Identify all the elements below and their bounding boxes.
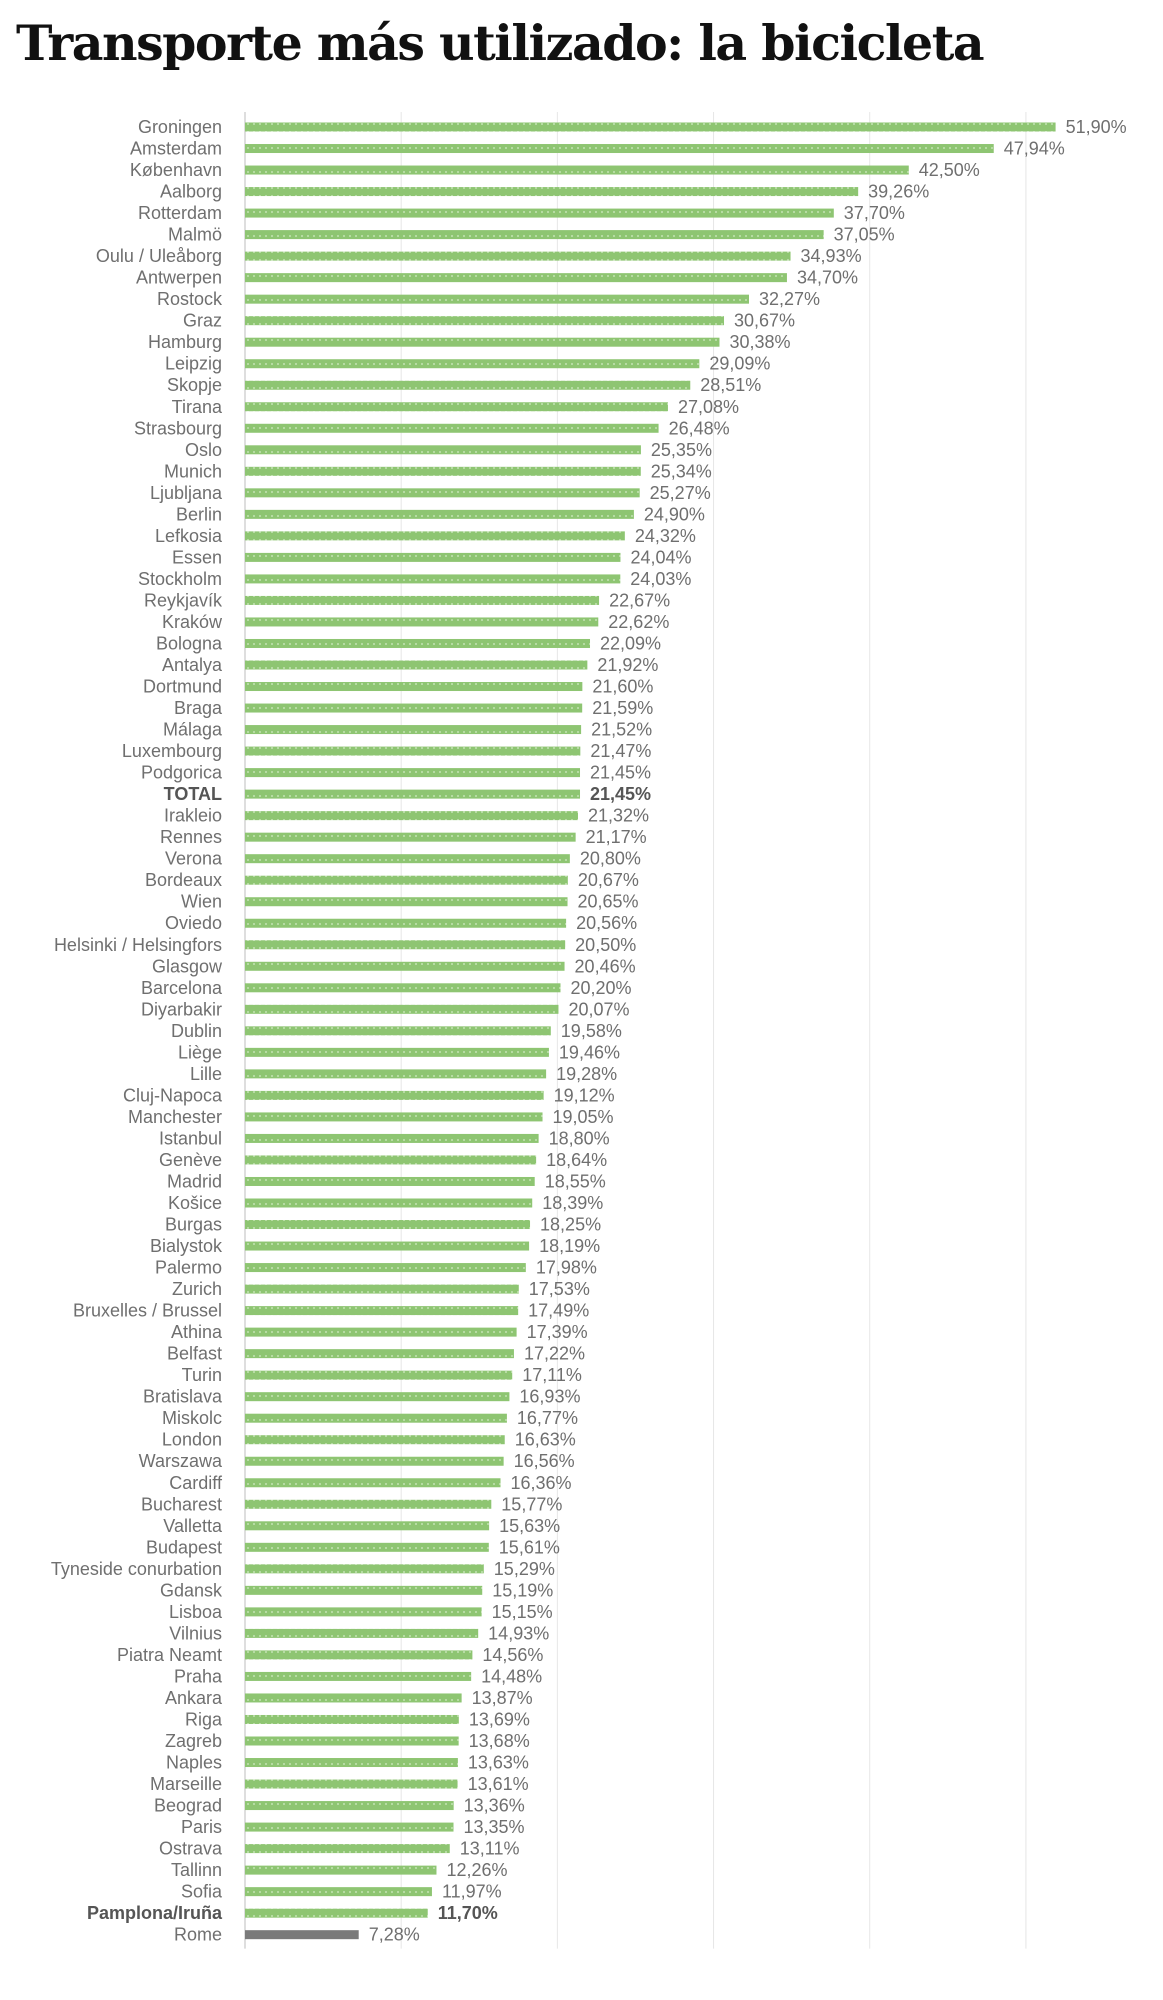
category-label: Bucharest: [140, 1494, 222, 1515]
category-label: Luxembourg: [121, 741, 222, 762]
category-label: Ljubljana: [149, 482, 222, 503]
bar: [245, 1737, 459, 1746]
category-label: Palermo: [154, 1257, 222, 1278]
value-label: 30,67%: [734, 310, 796, 331]
value-label: 19,46%: [558, 1042, 620, 1063]
bar: [245, 596, 599, 605]
category-label: Cluj-Napoca: [122, 1085, 222, 1106]
category-label: Antwerpen: [135, 267, 222, 288]
category-label: Marseille: [149, 1774, 222, 1795]
value-label: 13,61%: [467, 1774, 529, 1795]
category-label: Antalya: [161, 655, 222, 675]
value-label: 11,97%: [441, 1881, 502, 1902]
category-label: Helsinki / Helsingfors: [53, 934, 222, 955]
category-label: Rostock: [156, 289, 222, 310]
value-label: 13,63%: [467, 1752, 529, 1773]
bar: [245, 553, 620, 562]
bar: [245, 1801, 454, 1810]
category-label: Essen: [171, 547, 222, 568]
value-label: 20,67%: [577, 870, 639, 891]
value-label: 47,94%: [1003, 138, 1065, 159]
category-label: Rotterdam: [137, 203, 222, 224]
value-label: 17,39%: [526, 1322, 588, 1343]
value-label: 17,22%: [523, 1343, 586, 1364]
bar: [245, 1564, 484, 1573]
bar: [245, 704, 582, 713]
bar: [245, 639, 590, 648]
bar: [245, 1650, 472, 1659]
value-label: 13,36%: [463, 1795, 525, 1816]
bar: [245, 1693, 462, 1702]
category-label: Tirana: [171, 396, 222, 417]
bar: [245, 273, 787, 282]
bar: [245, 1091, 544, 1100]
category-label: Malmö: [167, 224, 222, 245]
category-label: Dublin: [170, 1020, 222, 1041]
value-label: 13,87%: [471, 1687, 533, 1708]
category-label: Leipzig: [164, 353, 222, 374]
bar: [245, 1263, 526, 1272]
category-label: Kraków: [161, 611, 222, 632]
category-label: Manchester: [127, 1106, 222, 1127]
value-label: 19,58%: [560, 1020, 622, 1041]
category-label: Lille: [189, 1063, 222, 1084]
category-label: Turin: [181, 1365, 222, 1386]
category-label: Bialystok: [149, 1236, 222, 1257]
value-label: 21,60%: [592, 676, 654, 697]
category-labels: [51, 117, 223, 1945]
bar: [245, 1478, 501, 1487]
category-label: København: [129, 160, 222, 181]
bar: [245, 1199, 532, 1208]
bar: [245, 854, 570, 863]
bar: [245, 1220, 530, 1229]
category-label: Burgas: [164, 1214, 222, 1235]
category-label: Irakleio: [163, 805, 222, 826]
category-label: Berlin: [175, 504, 222, 525]
category-label: Naples: [165, 1752, 222, 1773]
value-label: 16,63%: [514, 1429, 576, 1450]
value-label: 20,46%: [574, 956, 636, 977]
category-label: Lefkosia: [154, 525, 222, 546]
value-label: 15,63%: [499, 1515, 561, 1536]
category-label: Lisboa: [168, 1601, 222, 1622]
bar: [245, 1177, 535, 1186]
value-label: 18,55%: [544, 1171, 606, 1192]
value-label: 25,34%: [650, 461, 712, 482]
category-label: Bordeaux: [144, 870, 222, 891]
value-label: 15,15%: [491, 1601, 553, 1622]
value-label: 11,70%: [437, 1903, 498, 1924]
value-label: 16,56%: [513, 1451, 575, 1472]
bar: [245, 1823, 454, 1832]
value-label: 16,77%: [516, 1408, 578, 1429]
category-label: Bruxelles / Brussel: [72, 1300, 222, 1321]
bar: [245, 1607, 482, 1616]
value-label: 13,11%: [459, 1838, 520, 1859]
value-label: 18,25%: [540, 1214, 602, 1235]
bar: [245, 1457, 504, 1466]
value-label: 22,67%: [609, 590, 671, 611]
category-label: Pamplona/Iruña: [86, 1903, 222, 1924]
value-label: 24,03%: [630, 568, 692, 589]
bar: [245, 1629, 478, 1638]
category-label: Graz: [182, 310, 222, 331]
bar: [245, 123, 1056, 132]
category-label: Munich: [163, 461, 222, 482]
category-label: Cardiff: [169, 1472, 222, 1493]
category-label: Ostrava: [158, 1838, 222, 1859]
category-label: Ankara: [164, 1687, 222, 1708]
value-label: 21,47%: [590, 741, 652, 762]
value-label: 21,45%: [590, 784, 652, 805]
category-label: Valletta: [163, 1515, 222, 1536]
bar: [245, 682, 582, 691]
category-label: Málaga: [162, 719, 222, 740]
value-label: 17,49%: [528, 1300, 590, 1321]
bar: [245, 919, 566, 928]
category-label: Hamburg: [147, 332, 222, 353]
category-label: Beograd: [153, 1795, 222, 1816]
value-label: 24,90%: [643, 504, 705, 525]
bar: [245, 252, 791, 261]
category-label: Oulu / Uleåborg: [95, 246, 222, 267]
category-label: Gdansk: [159, 1580, 222, 1601]
bar: [245, 1521, 489, 1530]
bar: [245, 1026, 551, 1035]
bar: [245, 1909, 428, 1918]
category-label: TOTAL: [163, 784, 222, 805]
value-label: 32,27%: [758, 289, 821, 310]
category-label: Zagreb: [164, 1731, 222, 1751]
value-label: 15,29%: [493, 1558, 555, 1579]
category-label: Podgorica: [140, 762, 222, 783]
value-label: 14,93%: [488, 1623, 550, 1644]
value-label: 26,48%: [668, 418, 730, 439]
category-label: Budapest: [145, 1537, 222, 1558]
bar: [245, 1242, 529, 1251]
category-label: Verona: [164, 848, 222, 869]
bar: [245, 1005, 558, 1014]
bar: [245, 940, 565, 949]
value-label: 14,48%: [481, 1666, 543, 1687]
bar: [245, 488, 640, 497]
value-label: 17,11%: [522, 1365, 582, 1386]
value-label: 28,51%: [700, 375, 762, 396]
bar: [245, 1543, 489, 1552]
category-label: Barcelona: [140, 977, 222, 998]
value-label: 34,93%: [800, 246, 862, 267]
category-label: Bologna: [155, 633, 222, 654]
bar: [245, 661, 587, 670]
value-label: 15,61%: [498, 1537, 560, 1558]
value-label: 24,04%: [630, 547, 692, 568]
category-label: London: [161, 1429, 222, 1450]
value-label: 17,53%: [528, 1279, 590, 1300]
bar: [245, 897, 568, 906]
value-label: 18,19%: [539, 1236, 601, 1257]
value-label: 25,35%: [650, 439, 712, 460]
bar: [245, 1715, 459, 1724]
bar: [245, 725, 581, 734]
category-label: Warszawa: [138, 1451, 222, 1472]
bar: [245, 1758, 458, 1767]
bar: [245, 1392, 509, 1401]
category-label: Glasgow: [151, 956, 222, 977]
category-label: Bratislava: [142, 1386, 222, 1407]
category-label: Madrid: [166, 1171, 222, 1192]
bar: [245, 187, 858, 196]
bar: [245, 531, 625, 540]
value-label: 15,77%: [501, 1494, 563, 1515]
value-label: 30,38%: [729, 332, 791, 353]
value-label: 37,05%: [833, 224, 895, 245]
category-label: Strasbourg: [133, 418, 222, 439]
category-label: Piatra Neamt: [116, 1644, 222, 1665]
category-label: Skopje: [166, 375, 222, 396]
bar: [245, 230, 824, 239]
category-label: Istanbul: [158, 1128, 222, 1149]
bar: [245, 1887, 432, 1896]
value-label: 34,70%: [796, 267, 859, 288]
value-label: 21,92%: [597, 655, 659, 675]
bar: [245, 144, 994, 153]
category-label: Wien: [180, 891, 222, 912]
bar: [245, 295, 749, 304]
value-label: 15,19%: [492, 1580, 554, 1601]
bar: [245, 1155, 536, 1164]
category-label: Belfast: [166, 1343, 222, 1364]
bar: [245, 1844, 450, 1853]
bar: [245, 1672, 471, 1681]
value-label: 18,64%: [546, 1149, 608, 1170]
value-label: 20,80%: [579, 848, 641, 869]
value-label: 27,08%: [677, 396, 740, 417]
category-label: Rennes: [159, 827, 222, 848]
bar: [245, 574, 620, 583]
bar: [245, 1371, 512, 1380]
category-label: Tyneside conurbation: [50, 1558, 222, 1579]
value-label: 17,98%: [535, 1257, 597, 1278]
value-label: 16,93%: [519, 1386, 581, 1407]
value-label: 25,27%: [649, 482, 711, 503]
category-label: Liège: [177, 1042, 222, 1063]
bar: [245, 510, 634, 519]
category-label: Sofia: [180, 1881, 222, 1902]
bar: [245, 1435, 505, 1444]
value-label: 24,32%: [634, 525, 696, 546]
bar: [245, 1930, 359, 1939]
bar: [245, 983, 560, 992]
value-label: 37,70%: [843, 203, 905, 224]
bar: [245, 833, 576, 842]
category-label: Zurich: [171, 1279, 222, 1300]
category-label: Aalborg: [159, 181, 222, 202]
value-label: 19,28%: [556, 1063, 618, 1084]
value-label: 20,20%: [570, 977, 632, 998]
bar: [245, 962, 565, 971]
bar: [245, 359, 699, 368]
value-label: 7,28%: [368, 1924, 420, 1945]
value-label: 21,52%: [591, 719, 653, 740]
value-label: 20,56%: [576, 913, 638, 934]
bar: [245, 790, 580, 799]
category-label: Tallinn: [170, 1860, 222, 1881]
bar: [245, 445, 641, 454]
bar: [245, 1349, 514, 1358]
bar: [245, 467, 641, 476]
category-label: Genève: [158, 1149, 222, 1170]
category-label: Amsterdam: [129, 138, 222, 159]
value-label: 20,50%: [575, 934, 637, 955]
bar: [245, 1048, 549, 1057]
bar: [245, 338, 719, 347]
category-label: Rome: [173, 1924, 222, 1945]
chart-title: Transporte más utilizado: la bicicleta: [16, 14, 984, 72]
category-label: Groningen: [137, 117, 222, 137]
value-label: 21,32%: [587, 805, 650, 826]
value-label: 22,62%: [608, 611, 670, 632]
value-label: 42,50%: [918, 160, 980, 181]
category-label: Dortmund: [142, 676, 222, 697]
bar: [245, 876, 568, 885]
bar: [245, 1285, 519, 1294]
bar: [245, 811, 578, 820]
value-label: 13,69%: [468, 1709, 530, 1730]
bar: [245, 381, 690, 390]
value-label: 29,09%: [709, 353, 771, 374]
category-label: Paris: [180, 1817, 222, 1838]
value-label: 20,07%: [568, 999, 630, 1020]
value-label: 21,45%: [590, 762, 652, 783]
bar: [245, 747, 580, 756]
value-label: 19,05%: [552, 1106, 614, 1127]
bar: [245, 1500, 491, 1509]
category-label: Oviedo: [164, 913, 222, 934]
value-label: 18,39%: [542, 1193, 604, 1213]
bar: [245, 1586, 482, 1595]
value-label: 13,68%: [468, 1731, 530, 1751]
value-label: 21,59%: [592, 698, 654, 719]
bars-group: [245, 123, 1056, 1940]
bar: [245, 1328, 517, 1337]
value-label: 12,26%: [446, 1860, 508, 1881]
bar: [245, 402, 668, 411]
value-label: 39,26%: [868, 181, 930, 202]
bar: [245, 209, 834, 218]
bar: [245, 768, 580, 777]
bar: [245, 1414, 507, 1423]
category-label: Diyarbakir: [140, 999, 222, 1020]
category-label: Miskolc: [161, 1408, 222, 1429]
category-label: Reykjavík: [143, 590, 222, 611]
value-label: 14,56%: [482, 1644, 544, 1665]
value-label: 21,17%: [585, 827, 647, 848]
bar: [245, 1112, 543, 1121]
category-label: Vilnius: [169, 1623, 222, 1644]
category-label: Košice: [167, 1193, 222, 1213]
value-label: 20,65%: [577, 891, 639, 912]
bar: [245, 1866, 436, 1875]
category-label: Braga: [173, 698, 222, 719]
category-label: Praha: [173, 1666, 222, 1687]
category-label: Oslo: [184, 439, 222, 460]
bar: [245, 166, 909, 175]
value-label: 16,36%: [510, 1472, 572, 1493]
value-label: 18,80%: [548, 1128, 610, 1149]
category-label: Riga: [184, 1709, 222, 1730]
category-label: Athina: [170, 1322, 222, 1343]
value-label: 19,12%: [553, 1085, 615, 1106]
value-label: 13,35%: [463, 1817, 525, 1838]
bar: [245, 1069, 546, 1078]
bar: [245, 424, 659, 433]
bar: [245, 316, 724, 325]
bar: [245, 1306, 518, 1315]
category-label: Stockholm: [137, 568, 222, 589]
value-label: 22,09%: [600, 633, 662, 654]
bar: [245, 1134, 539, 1143]
value-label: 51,90%: [1065, 117, 1127, 137]
bar: [245, 1780, 458, 1789]
bar: [245, 617, 598, 626]
